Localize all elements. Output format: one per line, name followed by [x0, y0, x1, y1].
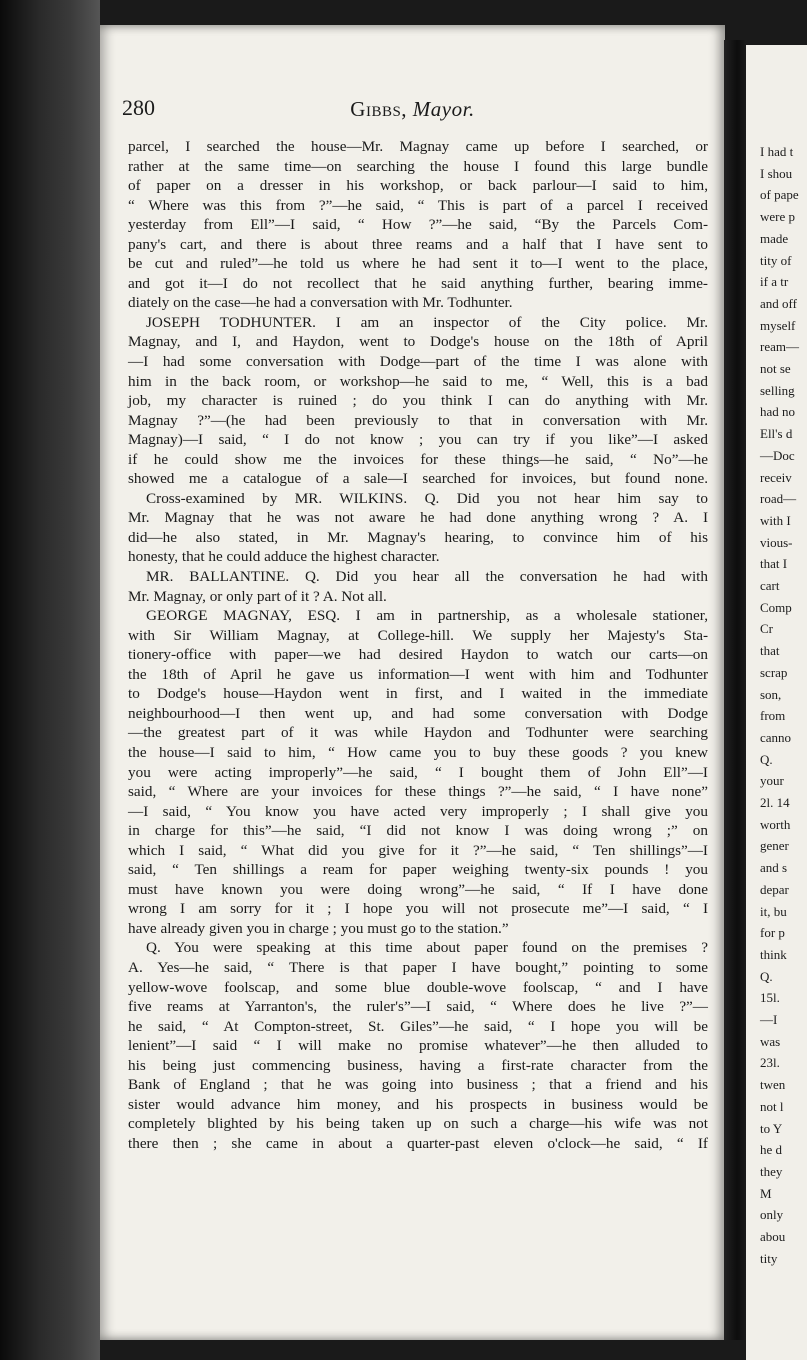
facing-page-line: and s: [760, 860, 788, 876]
facing-page-line: worth: [760, 816, 791, 832]
text-line: be cut and ruled”—he told us where he had sent it to—I went to the place,: [128, 255, 708, 273]
text-line: sister would advance him money, and his prospects in business would be: [128, 1095, 708, 1113]
facing-page-line: it, bu: [760, 903, 787, 919]
facing-page-line: only: [760, 1207, 784, 1223]
facing-page-line: Ell's d: [760, 426, 793, 442]
text-line: him in the back room, or workshop—he said to me, “ Well, this is a bad: [128, 372, 708, 390]
text-line: in charge for this”—he said, “I did not know I was doing wrong ;” on: [128, 822, 708, 840]
text-line: tionery-office with paper—we had desired Haydon to watch our carts—on: [128, 646, 708, 664]
running-head-name: Gibbs,: [350, 97, 408, 121]
text-line: have already given you in charge ; you must go to the station.”: [128, 919, 509, 937]
facing-page-line: scrap: [760, 664, 788, 680]
text-line: neighbourhood—I then went up, and had some conversation with Dodge: [128, 704, 708, 722]
facing-page-line: vious-: [760, 534, 793, 550]
facing-page-line: road—: [760, 491, 797, 507]
facing-page-line: 2l. 14: [760, 795, 790, 810]
facing-page-line: that: [760, 643, 780, 659]
text-line: Magnay, and I, and Haydon, went to Dodge's house on the 18th of April: [128, 333, 708, 351]
text-line: you were acting improperly”—he said, “ I bought them of John Ell”—I: [128, 763, 708, 781]
facing-page-line: myself: [760, 317, 796, 333]
text-line: five reams at Yarranton's, the ruler's”—I said, “ Where does he live ?”—: [128, 998, 708, 1016]
text-line: GEORGE MAGNAY, ESQ. I am in partnership, as a wholesale stationer,: [146, 607, 708, 625]
text-line: completely blighted by his being taken up on such a charge—his wife was not: [128, 1115, 708, 1133]
text-line: —I had some conversation with Dodge—part of the time I was alone with: [128, 353, 708, 371]
facing-page-line: not se: [760, 361, 791, 376]
facing-page-line: canno: [760, 729, 792, 745]
text-line: honesty, that he could adduce the highest character.: [128, 548, 440, 566]
text-line: Magnay ?”—(he had been previously to that in conversation with Mr.: [128, 411, 708, 429]
book-gutter: [724, 40, 746, 1340]
text-line: which I said, “ What did you give for it ?”—he said, “ Ten shillings”—I: [128, 841, 708, 859]
running-head: [100, 97, 725, 122]
facing-page-line: 15l.: [760, 990, 780, 1006]
facing-page-line: ream—: [760, 339, 799, 355]
text-line: and got it—I do not recollect that he said anything further, bearing imme-: [128, 274, 708, 292]
book-page: [100, 25, 725, 1340]
facing-page-line: I had t: [760, 144, 794, 159]
facing-page-line: receiv: [760, 469, 792, 485]
facing-page-line: Q.: [760, 751, 773, 767]
text-line: Cross-examined by MR. WILKINS. Q. Did you not hear him say to: [146, 489, 708, 507]
facing-page-line: gener: [760, 838, 789, 854]
text-line: Mr. Magnay that he was not aware he had done anything wrong ? A. I: [128, 509, 708, 527]
text-line: Bank of England ; that he was going into business ; that a friend and his: [128, 1076, 708, 1094]
facing-page-line: was: [760, 1033, 781, 1049]
facing-page-line: and off: [760, 295, 797, 311]
text-line: “ Where was this from ?”—he said, “ This is part of a parcel I received: [128, 196, 708, 214]
facing-page-line: they: [760, 1163, 783, 1179]
text-line: said, “ Ten shillings a ream for paper weighing twenty-six pounds ! you: [128, 861, 708, 879]
page-header: [100, 95, 725, 125]
facing-page-line: from: [760, 708, 786, 724]
facing-page-line: Comp: [760, 599, 792, 615]
text-line: the house—I said to him, “ How came you to buy these goods ? you knew: [128, 743, 708, 761]
facing-page-line: 23l.: [760, 1055, 780, 1071]
text-line: Magnay)—I said, “ I do not know ; you can try if you like”—I asked: [128, 431, 708, 449]
text-line: of paper on a dresser in his workshop, or back parlour—I said to him,: [128, 177, 708, 195]
facing-page-line: M: [760, 1185, 772, 1201]
text-line: said, “ Where are your invoices for these things ?”—he said, “ I have none”: [128, 783, 708, 801]
facing-page-line: —I: [760, 1012, 778, 1027]
page-number: 280: [122, 95, 155, 120]
text-line: JOSEPH TODHUNTER. I am an inspector of the City police. Mr.: [146, 313, 708, 331]
facing-page-line: were p: [760, 209, 796, 225]
facing-page-line: twen: [760, 1077, 786, 1093]
text-line: —I said, “ You know you have acted very improperly ; I shall give you: [128, 802, 708, 820]
text-line: rather at the same time—on searching the house I found this large bundle: [128, 157, 708, 175]
facing-page-line: think: [760, 946, 787, 962]
facing-page-line: cart: [760, 578, 780, 593]
text-line: the 18th of April he gave us information—I went with him and Todhunter: [128, 665, 708, 683]
text-line: Mr. Magnay, or only part of it ? A. Not all.: [128, 587, 387, 605]
book-left-edge: [0, 0, 100, 1360]
text-line: lenient”—I said “ I will make no promise whatever”—he then alluded to: [128, 1037, 708, 1055]
text-line: to Dodge's house—Haydon went in first, and I waited in the immediate: [128, 685, 708, 703]
body-text: [128, 137, 708, 1153]
facing-page-line: for p: [760, 925, 785, 941]
facing-page-line: tity of: [760, 252, 792, 268]
text-line: with Sir William Magnay, at College-hill. We supply her Majesty's Sta-: [128, 626, 708, 644]
facing-page-line: I shou: [760, 165, 793, 181]
facing-page-line: —Doc: [760, 447, 795, 463]
text-line: there then ; she came in about a quarter-past eleven o'clock—he said, “ If: [128, 1134, 708, 1152]
text-line: showed me a catalogue of a sale—I searched for invoices, but found none.: [128, 470, 708, 488]
facing-page-line: he d: [760, 1142, 783, 1158]
facing-page-line: that I: [760, 556, 788, 572]
text-line: must have known you were doing wrong”—he said, “ If I have done: [128, 880, 708, 898]
text-line: MR. BALLANTINE. Q. Did you hear all the conversation he had with: [146, 568, 708, 586]
facing-page-line: made: [760, 230, 789, 246]
text-line: —the greatest part of it was while Haydon and Todhunter were searching: [128, 724, 708, 742]
text-line: parcel, I searched the house—Mr. Magnay came up before I searched, or: [128, 138, 708, 155]
facing-page-line: not l: [760, 1098, 784, 1114]
facing-page-line: to Y: [760, 1120, 783, 1136]
facing-page-line: of pape: [760, 187, 799, 203]
facing-page-line: Q.: [760, 968, 773, 984]
text-line: his being just commencing business, having a first-rate character from the: [128, 1056, 708, 1074]
running-head-title: Mayor.: [412, 97, 475, 121]
facing-page-line: with I: [760, 512, 791, 528]
text-line: diately on the case—he had a conversation with Mr. Todhunter.: [128, 294, 513, 312]
text-line: pany's cart, and there is about three reams and a half that I have sent to: [128, 235, 708, 253]
text-line: yesterday from Ell”—I said, “ How ?”—he said, “By the Parcels Com-: [128, 216, 708, 234]
text-line: did—he also stated, in Mr. Magnay's hearing, to convince him of his: [128, 528, 708, 546]
facing-page-line: son,: [760, 686, 782, 702]
text-line: yellow-wove foolscap, and some blue double-wove foolscap, “ and I have: [128, 978, 708, 996]
facing-page-fragment: [746, 45, 807, 1360]
facing-page-line: depar: [760, 881, 789, 897]
text-line: A. Yes—he said, “ There is that paper I have bought,” pointing to some: [128, 958, 708, 976]
text-line: Q. You were speaking at this time about paper found on the premises ?: [146, 939, 708, 957]
facing-page-line: your: [760, 773, 784, 789]
facing-page-line: abou: [760, 1229, 786, 1244]
text-line: if he could show me the invoices for these things—he said, “ No”—he: [128, 450, 708, 468]
text-line: job, my character is ruined ; do you think I can do anything with Mr.: [128, 392, 708, 410]
facing-page-line: tity: [760, 1250, 778, 1266]
facing-page-line: selling: [760, 382, 795, 398]
text-line: wrong I am sorry for it ; I hope you will not prosecute me”—I said, “ I: [128, 900, 708, 918]
facing-page-line: Cr: [760, 621, 773, 637]
text-line: he said, “ At Compton-street, St. Giles”—he said, “ I hope you will be: [128, 1017, 708, 1035]
facing-page-line: had no: [760, 404, 796, 420]
facing-page-line: if a tr: [760, 274, 789, 290]
